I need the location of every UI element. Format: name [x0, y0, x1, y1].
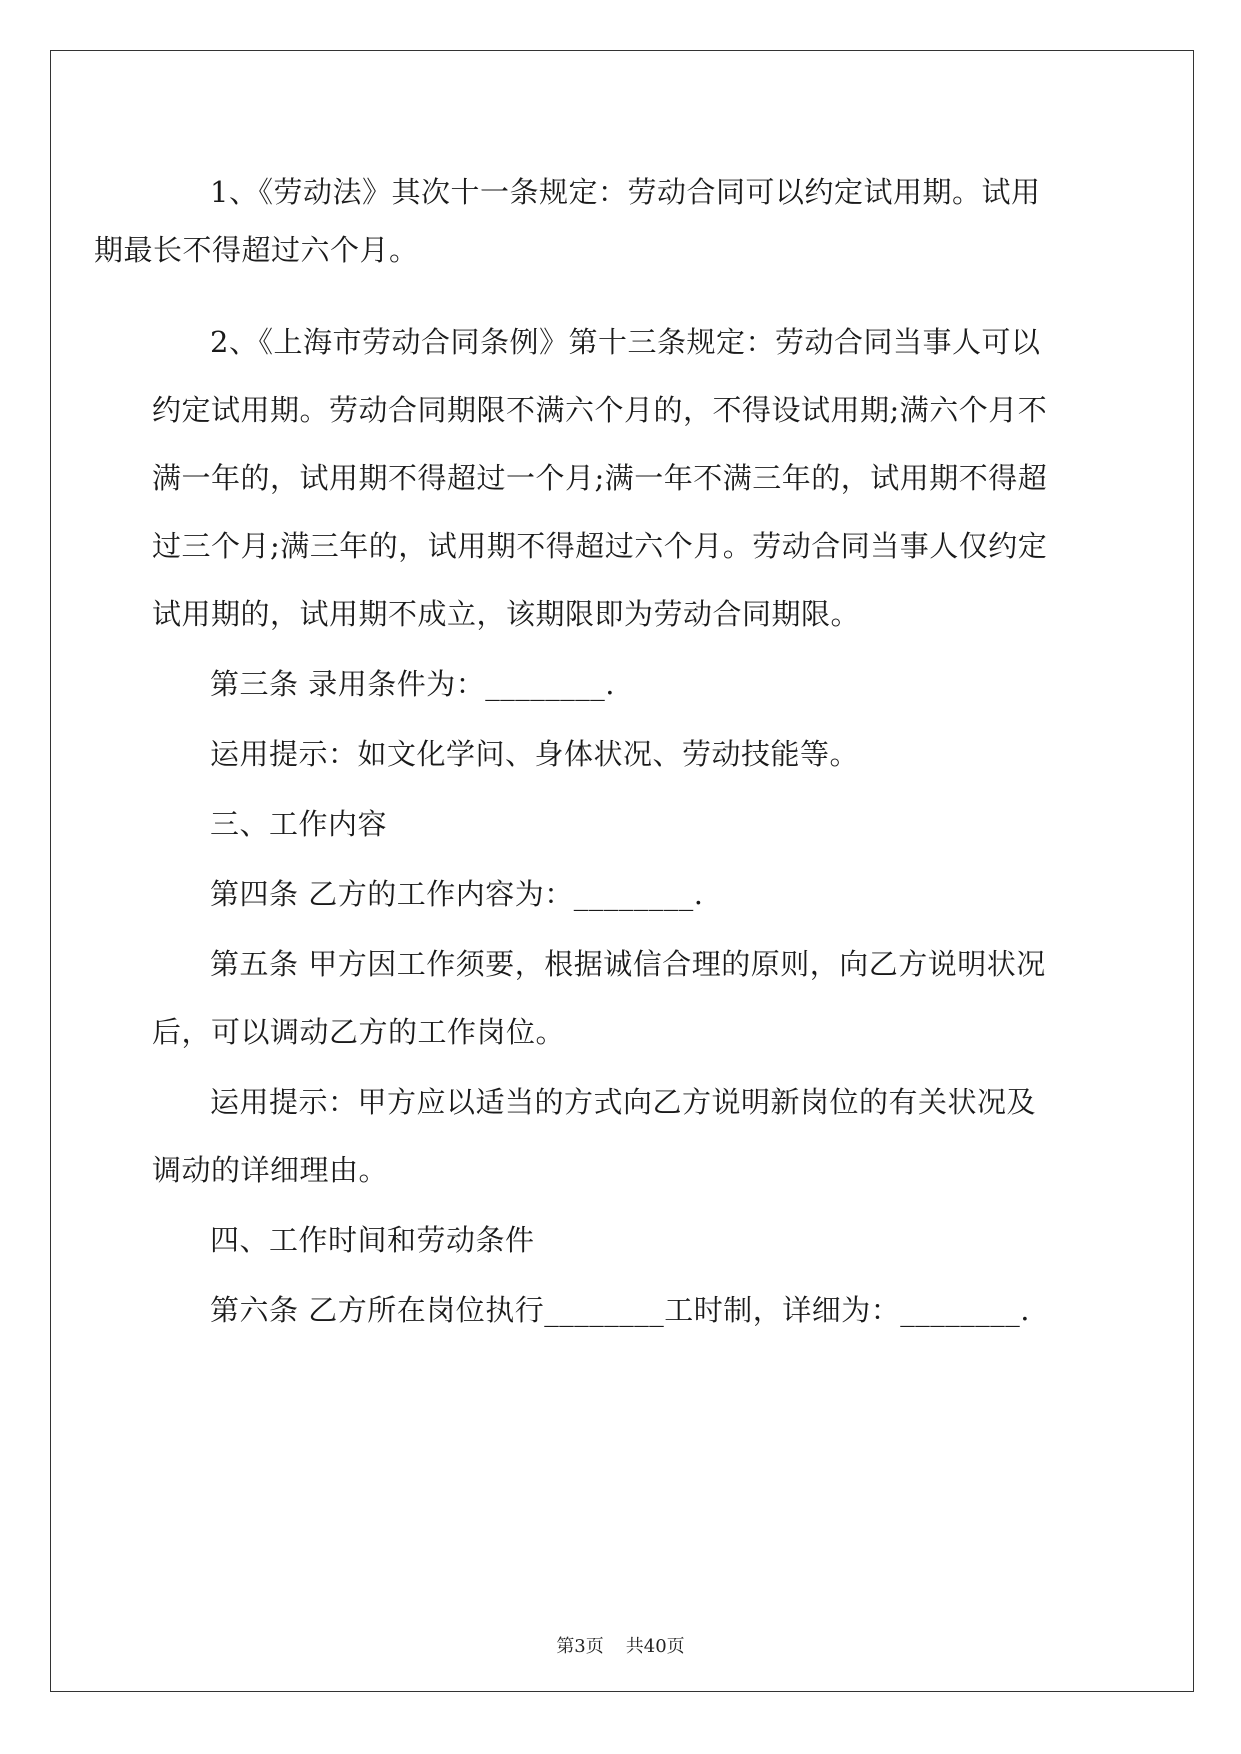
paragraph: [152, 1281, 1092, 1339]
text-line: 第五条 甲方因工作须要，根据诚信合理的原则，向乙方说明状况: [210, 947, 1046, 981]
paragraph: [152, 865, 1092, 923]
text-line: 第六条 乙方所在岗位执行________工时制，详细为：________.: [210, 1293, 1030, 1327]
page-footer: [0, 1632, 1241, 1658]
text-line: 运用提示：甲方应以适当的方式向乙方说明新岗位的有关状况及: [210, 1085, 1037, 1119]
text-line: 第三条 录用条件为：________.: [210, 667, 615, 701]
text-line: 过三个月;满三年的，试用期不得超过六个月。劳动合同当事人仅约定: [152, 529, 1048, 563]
paragraph: [152, 655, 1092, 713]
text-line: 约定试用期。劳动合同期限不满六个月的，不得设试用期;满六个月不: [152, 393, 1048, 427]
section-heading: [152, 795, 1092, 853]
text-line: 第四条 乙方的工作内容为：________.: [210, 877, 704, 911]
section-heading: [152, 1211, 1092, 1269]
text-line: 三、工作内容: [210, 807, 388, 841]
paragraph: [152, 935, 1092, 1061]
paragraph: [152, 313, 1092, 643]
document-body: [94, 163, 1092, 1339]
paragraph: [94, 163, 1092, 279]
text-line: 后，可以调动乙方的工作岗位。: [152, 1015, 566, 1049]
text-line: 满一年的，试用期不得超过一个月;满一年不满三年的，试用期不得超: [152, 461, 1048, 495]
text-line: 试用期的，试用期不成立，该期限即为劳动合同期限。: [152, 597, 861, 631]
paragraph: [152, 725, 1092, 783]
page-total: 共40页: [625, 1636, 685, 1657]
text-line: 2、《上海市劳动合同条例》第十三条规定：劳动合同当事人可以: [210, 325, 1041, 359]
text-line: 调动的详细理由。: [152, 1153, 389, 1187]
page-number: 第3页: [556, 1636, 604, 1657]
text-line: 四、工作时间和劳动条件: [210, 1223, 535, 1257]
paragraph: [152, 1073, 1092, 1199]
text-line: 运用提示：如文化学问、身体状况、劳动技能等。: [210, 737, 860, 771]
text-line: 1、《劳动法》其次十一条规定：劳动合同可以约定试用期。试用: [210, 175, 1041, 209]
text-line: 期最长不得超过六个月。: [94, 233, 419, 267]
